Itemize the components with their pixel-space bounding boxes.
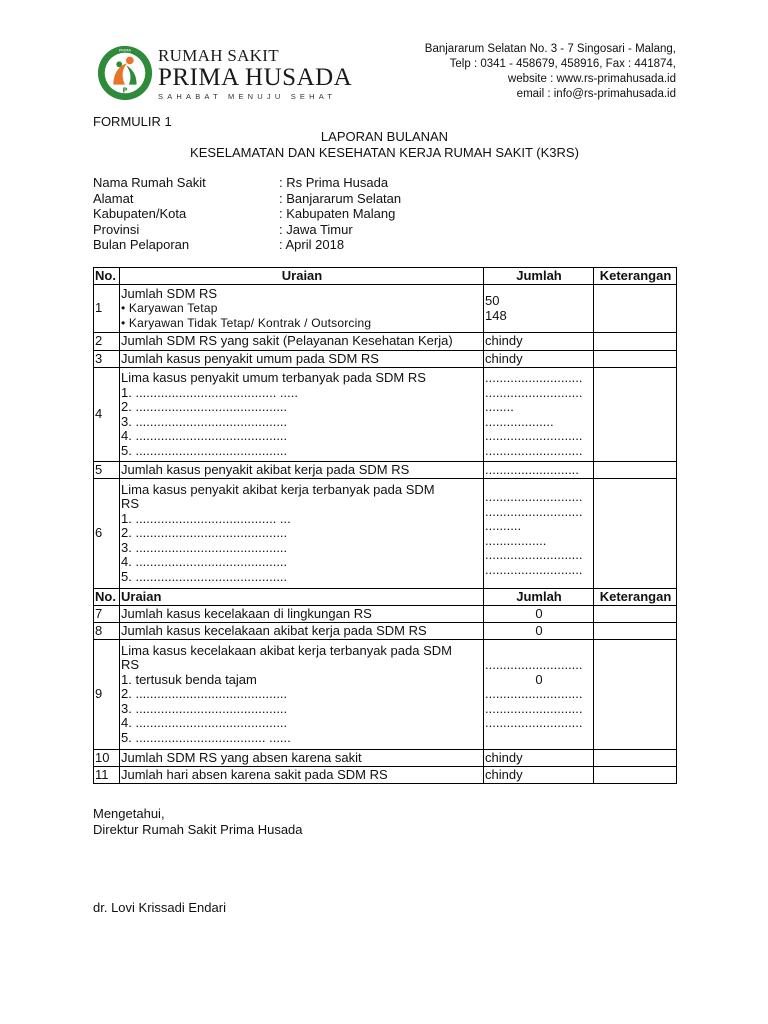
report-table [93, 267, 677, 784]
website-line: website : www.rs-primahusada.id [507, 73, 676, 85]
jumlah-value: 0 [535, 671, 543, 687]
table-row [94, 750, 677, 767]
row-keterangan [594, 285, 677, 333]
jumlah-value: 50 [485, 293, 500, 308]
jumlah-value: .......... [485, 518, 522, 533]
email-line: email : info@rs-primahusada.id [516, 88, 676, 100]
info-row [93, 206, 401, 222]
row-uraian: Jumlah SDM RS yang absen karena sakit [120, 750, 484, 767]
hospital-address [425, 42, 676, 102]
letterhead [92, 38, 676, 100]
jumlah-value: ........................... [485, 442, 583, 458]
info-value: : Rs Prima Husada [279, 175, 389, 190]
jumlah-value: ........................... [485, 715, 583, 731]
col-header-keterangan: Keterangan [594, 268, 677, 285]
uraian-title: Lima kasus penyakit akibat kerja terbanyak pada SDM [121, 481, 435, 497]
info-label: Nama Rumah Sakit [93, 175, 206, 190]
jumlah-value: ........................... [485, 561, 583, 577]
row-uraian: Jumlah kasus penyakit umum pada SDM RS [120, 351, 484, 368]
svg-text:P: P [122, 86, 128, 95]
phone-line: Telp : 0341 - 458679, 458916, Fax : 441874, [449, 58, 676, 70]
director-title: Direktur Rumah Sakit Prima Husada [93, 822, 303, 837]
row-jumlah: chindy [484, 351, 594, 368]
list-item: 4. .......................................... [121, 428, 288, 443]
row-keterangan [594, 479, 677, 589]
row-uraian: Jumlah kasus kecelakaan akibat kerja pada SDM RS [120, 623, 484, 640]
table-row [94, 462, 677, 479]
table-row [94, 623, 677, 640]
row-no: 11 [94, 767, 120, 784]
subheader-no: No. [94, 589, 120, 606]
row-no: 7 [94, 606, 120, 623]
uraian-title: Lima kasus kecelakaan akibat kerja terbanyak pada SDM [121, 642, 452, 658]
jumlah-value: ........................... [485, 384, 583, 400]
svg-text:PRIMA: PRIMA [118, 47, 132, 53]
jumlah-value: ........ [485, 399, 514, 414]
uraian-bullet: • Karyawan Tidak Tetap/ Kontrak / Outsorcing [121, 315, 372, 330]
row-jumlah: chindy [484, 750, 594, 767]
list-item: 5. .......................................... [121, 568, 288, 584]
list-item: 4. .......................................... [121, 554, 288, 570]
row-jumlah: .......................... [484, 462, 594, 479]
row-no: 9 [94, 640, 120, 750]
uraian-title-cont: RS [121, 496, 140, 512]
col-header-uraian: Uraian [120, 268, 484, 285]
info-value: : Banjararum Selatan [279, 190, 402, 206]
row-no: 6 [94, 479, 120, 589]
list-item: 4. .......................................... [121, 715, 288, 731]
row-no: 3 [94, 351, 120, 368]
list-item: 3. .......................................... [121, 700, 288, 716]
form-label: FORMULIR 1 [93, 114, 172, 129]
row-keterangan [594, 462, 677, 479]
table-row [94, 767, 677, 784]
subheader-jumlah: Jumlah [484, 589, 594, 606]
subheader-uraian: Uraian [120, 589, 484, 606]
row-uraian: Jumlah SDM RS yang sakit (Pelayanan Kesehatan Kerja) [120, 333, 484, 351]
row-jumlah: 0 [484, 623, 594, 640]
list-item: 1. ....................................... ..... [121, 384, 298, 400]
uraian-title: Lima kasus penyakit umum terbanyak pada SDM RS [121, 370, 426, 385]
info-value: : April 2018 [279, 237, 345, 252]
col-header-no: No. [94, 268, 120, 285]
row-uraian: Jumlah kasus kecelakaan di lingkungan RS [120, 606, 484, 623]
row-jumlah: chindy [484, 333, 594, 351]
list-item: 2. .......................................... [121, 686, 288, 702]
row-no: 2 [94, 333, 120, 351]
row-jumlah: 0 [484, 606, 594, 623]
info-label: Provinsi [93, 221, 140, 237]
row-no: 5 [94, 462, 120, 479]
row-no: 4 [94, 368, 120, 462]
row-keterangan [594, 623, 677, 640]
row-jumlah [484, 479, 594, 589]
report-subtitle: KESELAMATAN DAN KESEHATAN KERJA RUMAH SAKIT (K3RS) [190, 145, 579, 160]
row-no: 1 [94, 285, 120, 333]
address-line: Banjararum Selatan No. 3 - 7 Singosari - Malang, [424, 43, 676, 55]
row-uraian [120, 368, 484, 462]
row-keterangan [594, 351, 677, 368]
list-item: 1. ....................................... ... [121, 510, 291, 526]
uraian-bullet: • Karyawan Tetap [121, 301, 218, 316]
row-keterangan [594, 750, 677, 767]
info-label: Bulan Pelaporan [93, 237, 190, 252]
row-keterangan [594, 640, 677, 750]
info-label: Kabupaten/Kota [93, 206, 187, 221]
row-jumlah [484, 640, 594, 750]
brand-line1: RUMAH SAKIT [158, 46, 279, 65]
row-jumlah: chindy [484, 767, 594, 784]
row-uraian: Jumlah kasus penyakit akibat kerja pada SDM RS [120, 462, 484, 479]
acknowledgement-label: Mengetahui, [93, 806, 165, 821]
list-item: 3. .......................................... [121, 539, 288, 555]
table-row [94, 479, 677, 589]
table-row [94, 285, 677, 333]
list-item: 2. .......................................... [121, 525, 288, 541]
brand-tagline: SAHABAT MENUJU SEHAT [158, 92, 337, 101]
info-value: : Jawa Timur [279, 221, 353, 237]
info-row [93, 175, 401, 191]
jumlah-value: ........................... [485, 370, 583, 385]
info-value: : Kabupaten Malang [279, 206, 396, 221]
list-item: 5. .................................... ...... [121, 729, 291, 745]
hospital-info [93, 175, 401, 253]
table-header-row [94, 268, 677, 285]
brand-block [158, 46, 352, 101]
jumlah-value: ................. [485, 532, 547, 548]
hospital-logo-icon [96, 44, 154, 102]
info-row [93, 237, 401, 253]
table-row [94, 368, 677, 462]
row-keterangan [594, 767, 677, 784]
row-uraian [120, 479, 484, 589]
jumlah-value: ........................... [485, 503, 583, 519]
list-item: 2. .......................................... [121, 399, 288, 414]
info-row [93, 222, 401, 238]
brand-name: PRIMA HUSADA [158, 64, 353, 91]
row-no: 8 [94, 623, 120, 640]
jumlah-value: ........................... [485, 686, 583, 702]
table-row [94, 333, 677, 351]
info-row [93, 191, 401, 207]
row-no: 10 [94, 750, 120, 767]
row-keterangan [594, 368, 677, 462]
uraian-title: Jumlah SDM RS [121, 285, 218, 301]
row-uraian: Jumlah hari absen karena sakit pada SDM RS [120, 767, 484, 784]
info-label: Alamat [93, 190, 134, 206]
row-keterangan [594, 333, 677, 351]
jumlah-value: ........................... [485, 547, 583, 562]
table-row [94, 606, 677, 623]
row-keterangan [594, 606, 677, 623]
jumlah-value: ................... [485, 413, 554, 429]
list-item: 1. tertusuk benda tajam [121, 671, 257, 687]
jumlah-value: ........................... [485, 428, 583, 443]
row-jumlah [484, 368, 594, 462]
list-item: 5. .......................................... [121, 442, 288, 458]
uraian-title-cont: RS [121, 657, 140, 673]
subheader-keterangan: Keterangan [594, 589, 677, 606]
signature-name: dr. Lovi Krissadi Endari [93, 900, 226, 915]
jumlah-value: ........................... [485, 657, 583, 673]
jumlah-value: ........................... [485, 700, 583, 716]
row-uraian [120, 640, 484, 750]
list-item: 3. .......................................... [121, 413, 288, 429]
report-title: LAPORAN BULANAN [320, 129, 449, 144]
jumlah-value: ........................... [485, 489, 583, 504]
table-row [94, 351, 677, 368]
table-subheader-row [94, 589, 677, 606]
jumlah-value: 148 [485, 307, 507, 323]
row-uraian [120, 285, 484, 333]
row-jumlah [484, 285, 594, 333]
col-header-jumlah: Jumlah [484, 268, 594, 285]
table-row [94, 640, 677, 750]
